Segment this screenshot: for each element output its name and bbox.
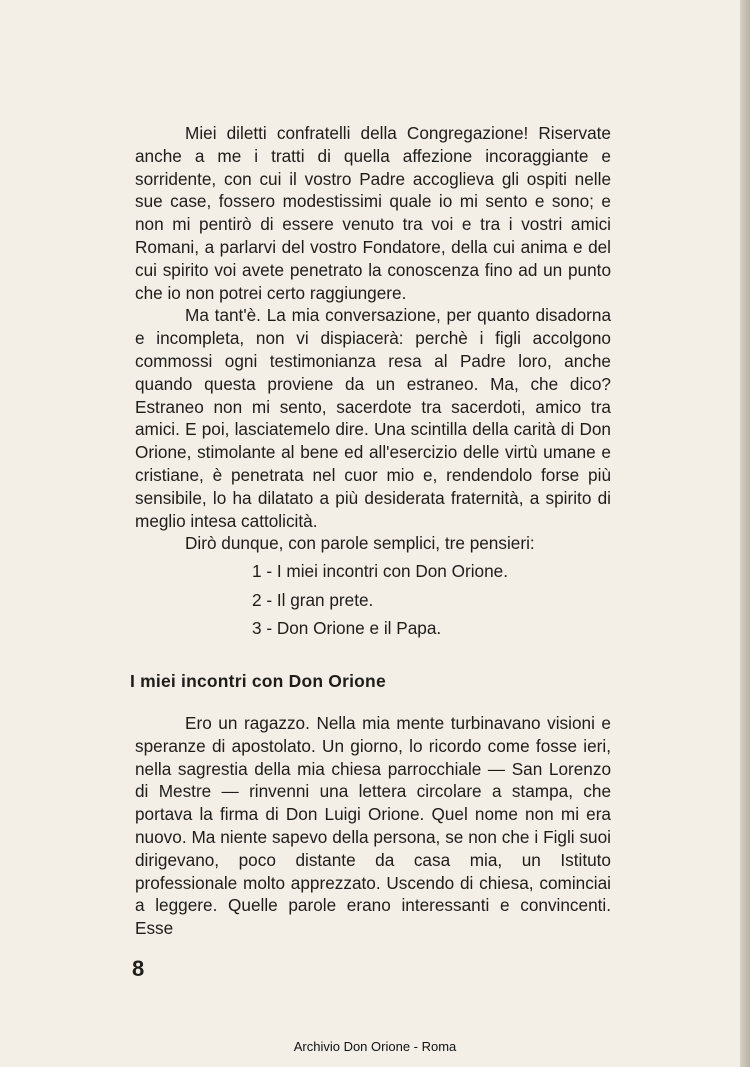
list-item: 1 - I miei incontri con Don Orione. — [252, 561, 509, 581]
archive-footer: Archivio Don Orione - Roma — [293, 1039, 457, 1054]
section-body — [135, 712, 611, 940]
intro-paragraph-3: Dirò dunque, con parole semplici, tre pensieri: — [185, 533, 535, 554]
section-heading: I miei incontri con Don Orione — [130, 671, 386, 691]
list-item: 2 - Il gran prete. — [252, 589, 374, 610]
intro-paragraph-2: Ma tant'è. La mia conversazione, per quanto disadorna e incompleta, non vi dispiacerà: perchè i figli accolgono commossi ogni testimonianza resa al Padre loro, anche quando questa proviene da un estraneo. Ma, che dico? Estraneo non mi sento, sacerdote tra sacerdoti, amico tra amici. E poi, lasciatemelo dire. Una scintilla della carità di Don Orione, stimolante al bene ed all'esercizio delle virtù umane e cristiane, è penetrata nel cuor mio e, rendendolo forse più sensibile, lo ha dilatato a più desiderata fraternità, a spirito di meglio intesa cattolicità. — [135, 305, 611, 531]
page-edge — [740, 0, 750, 1067]
intro-paragraph-1: Miei diletti confratelli della Congregazione! Riservate anche a me i tratti di quella affezione incoraggiante e sorridente, con cui il vostro Padre accoglieva gli ospiti nelle sue case, fossero modestissimi quale io mi sento e sono; e non mi pentirò di essere venuto tra voi e tra i vostri amici Romani, a parlarvi del vostro Fondatore, della cui anima e del cui spirito voi avete penetrato la conoscenza fino ad un punto che io non potrei certo raggiungere. — [135, 123, 611, 303]
section-paragraph: Ero un ragazzo. Nella mia mente turbinavano visioni e speranze di apostolato. Un giorno, lo ricordo come fosse ieri, nella sagrestia della mia chiesa parrocchiale — San Lorenzo di Mestre — rinvenni una lettera circolare a stampa, che portava la firma di Don Luigi Orione. Quel nome non mi era nuovo. Ma niente sapevo della persona, se non che i Figli suoi dirigevano, poco distante da casa mia, un Istituto professionale molto apprezzato. Uscendo di chiesa, cominciai a leggere. Quelle parole erano interessanti e convincenti. Esse — [135, 713, 611, 939]
page-number: 8 — [132, 956, 145, 981]
list-item: 3 - Don Orione e il Papa. — [252, 618, 442, 638]
intro-text — [135, 122, 611, 555]
three-points-list — [252, 557, 508, 643]
